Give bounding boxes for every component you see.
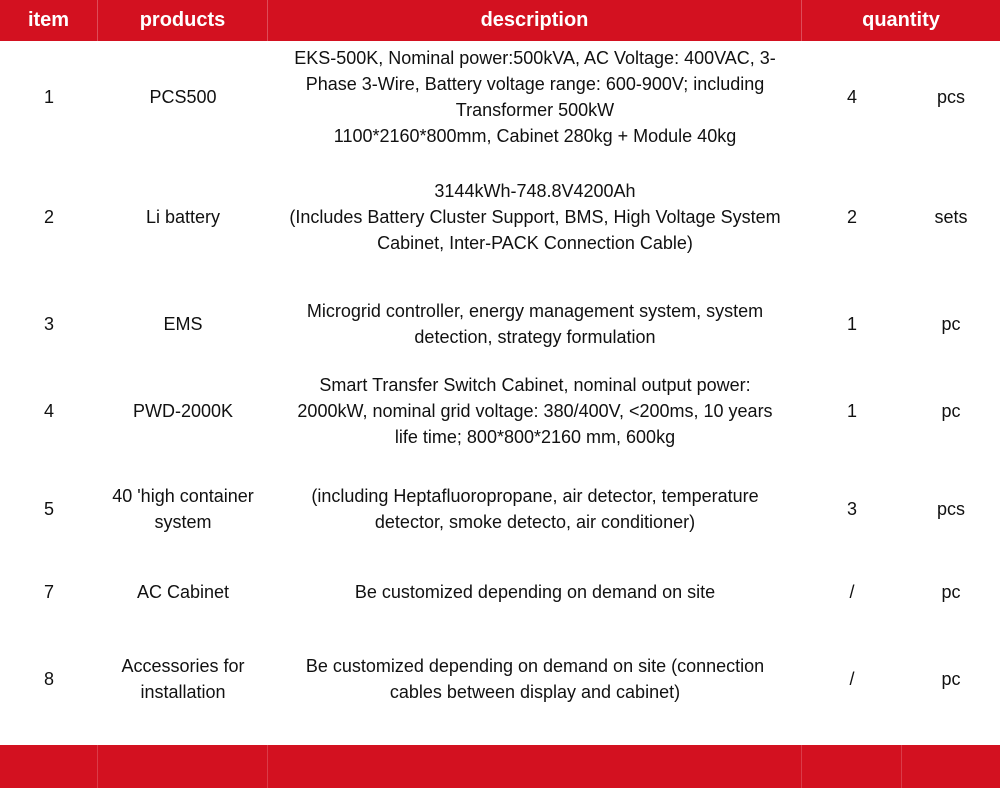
item-number: 7 [43, 582, 54, 602]
quantity-unit: pc [941, 669, 961, 689]
item-number: 2 [43, 207, 54, 227]
product-description: EKS-500K, Nominal power:500kVA, AC Voltage: 400VAC, 3- Phase 3-Wire, Battery voltage range: 600-900V; including Transformer 500kW 1100*2160*800mm, Cabinet 280kg + Module 40kg [294, 48, 776, 146]
footer-cell [98, 745, 268, 788]
product-name: PWD-2000K [132, 401, 234, 421]
table-row [0, 367, 1000, 455]
item-number: 1 [43, 87, 54, 107]
header-quantity: quantity [862, 9, 940, 31]
quantity-unit: pcs [936, 87, 965, 107]
table-row [0, 471, 1000, 547]
footer-cell [268, 745, 802, 788]
quantity-value: 1 [846, 314, 857, 334]
product-name: PCS500 [149, 87, 217, 107]
product-description: Be customized depending on demand on site [354, 582, 716, 602]
product-description: Smart Transfer Switch Cabinet, nominal output power: 2000kW, nominal grid voltage: 380/400V, <200ms, 10 years life time; 800*800*2160 mm, 600kg [297, 375, 773, 447]
table-header [0, 0, 1000, 41]
quantity-unit: pc [941, 582, 961, 602]
table-row [0, 641, 1000, 717]
quantity-unit: sets [934, 207, 968, 227]
quantity-unit: pcs [936, 499, 965, 519]
quantity-value: 3 [846, 499, 857, 519]
table-row [0, 41, 1000, 153]
footer-cell [802, 745, 902, 788]
footer-cell [0, 745, 98, 788]
table-row [0, 287, 1000, 361]
table-footer-bar [0, 745, 1000, 788]
footer-cell [902, 745, 1000, 788]
item-number: 8 [43, 669, 54, 689]
quantity-value: 2 [846, 207, 857, 227]
quantity-value: / [849, 582, 855, 602]
product-name: AC Cabinet [136, 582, 230, 602]
product-description: (including Heptafluoropropane, air detector, temperature detector, smoke detecto, air conditioner) [311, 486, 759, 532]
product-description: Microgrid controller, energy management system, system detection, strategy formulation [306, 301, 764, 347]
product-description: 3144kWh-748.8V4200Ah (Includes Battery Cluster Support, BMS, High Voltage System Cabinet, Inter-PACK Connection Cable) [289, 181, 781, 253]
item-number: 3 [43, 314, 54, 334]
product-name: 40 'high container system [112, 486, 254, 532]
quantity-unit: pc [941, 401, 961, 421]
product-name: Li battery [145, 207, 221, 227]
product-description: Be customized depending on demand on site (connection cables between display and cabinet) [305, 656, 765, 702]
quantity-value: / [849, 669, 855, 689]
header-description: description [268, 0, 802, 41]
quantity-value: 1 [846, 401, 857, 421]
table-row [0, 167, 1000, 267]
header-item: item [0, 0, 98, 41]
header-products: products [98, 0, 268, 41]
table-row [0, 571, 1000, 613]
quantity-unit: pc [941, 314, 961, 334]
product-name: Accessories for installation [121, 656, 245, 702]
item-number: 5 [43, 499, 54, 519]
product-name: EMS [163, 314, 203, 334]
item-number: 4 [43, 401, 54, 421]
quantity-value: 4 [846, 87, 857, 107]
